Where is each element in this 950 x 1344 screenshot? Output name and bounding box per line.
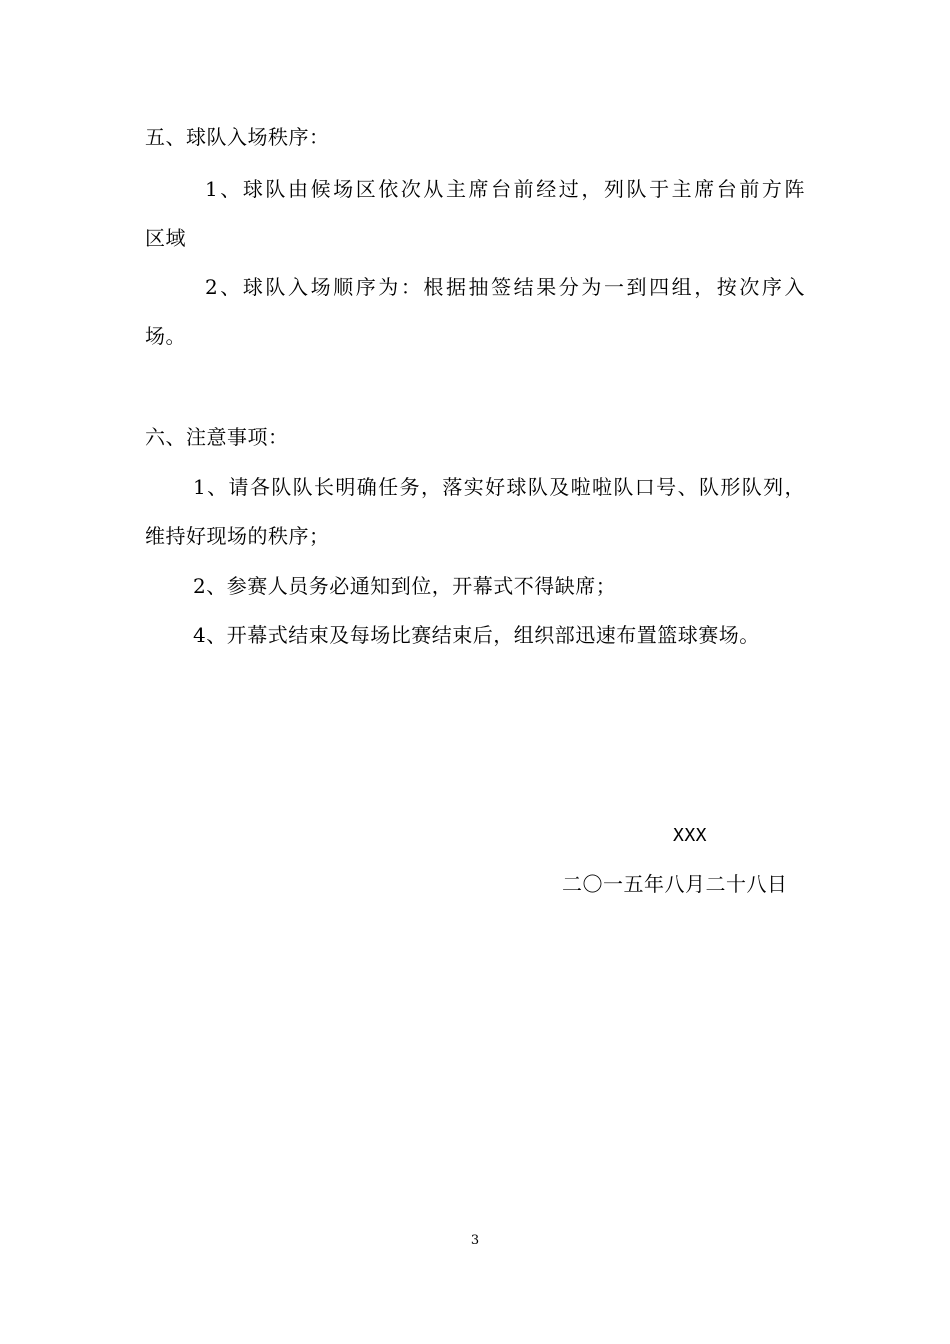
section-6-heading: 六、注意事项： (145, 425, 289, 449)
section-6-item-1-line-2: 维持好现场的秩序； (145, 524, 330, 548)
section-5-item-1-line-2: 区域 (145, 226, 186, 250)
section-5-item-2-line-2: 场。 (145, 324, 186, 348)
section-6-item-2: 2、参赛人员务必通知到位，开幕式不得缺席； (193, 574, 617, 598)
section-5-item-2-line-1: 2、球队入场顺序为：根据抽签结果分为一到四组，按次序入 (205, 275, 805, 299)
section-6-item-1-line-1: 1、请各队队长明确任务，落实好球队及啦啦队口号、队形队列， (193, 475, 805, 499)
signature-date: 二〇一五年八月二十八日 (562, 872, 788, 896)
signature-name: XXX (673, 825, 708, 846)
page-number: 3 (470, 1233, 480, 1248)
section-5-item-1-line-1: 1、球队由候场区依次从主席台前经过，列队于主席台前方阵 (205, 177, 805, 201)
section-6-item-4: 4、开幕式结束及每场比赛结束后，组织部迅速布置篮球赛场。 (193, 623, 760, 647)
section-5-heading: 五、球队入场秩序： (145, 125, 330, 149)
